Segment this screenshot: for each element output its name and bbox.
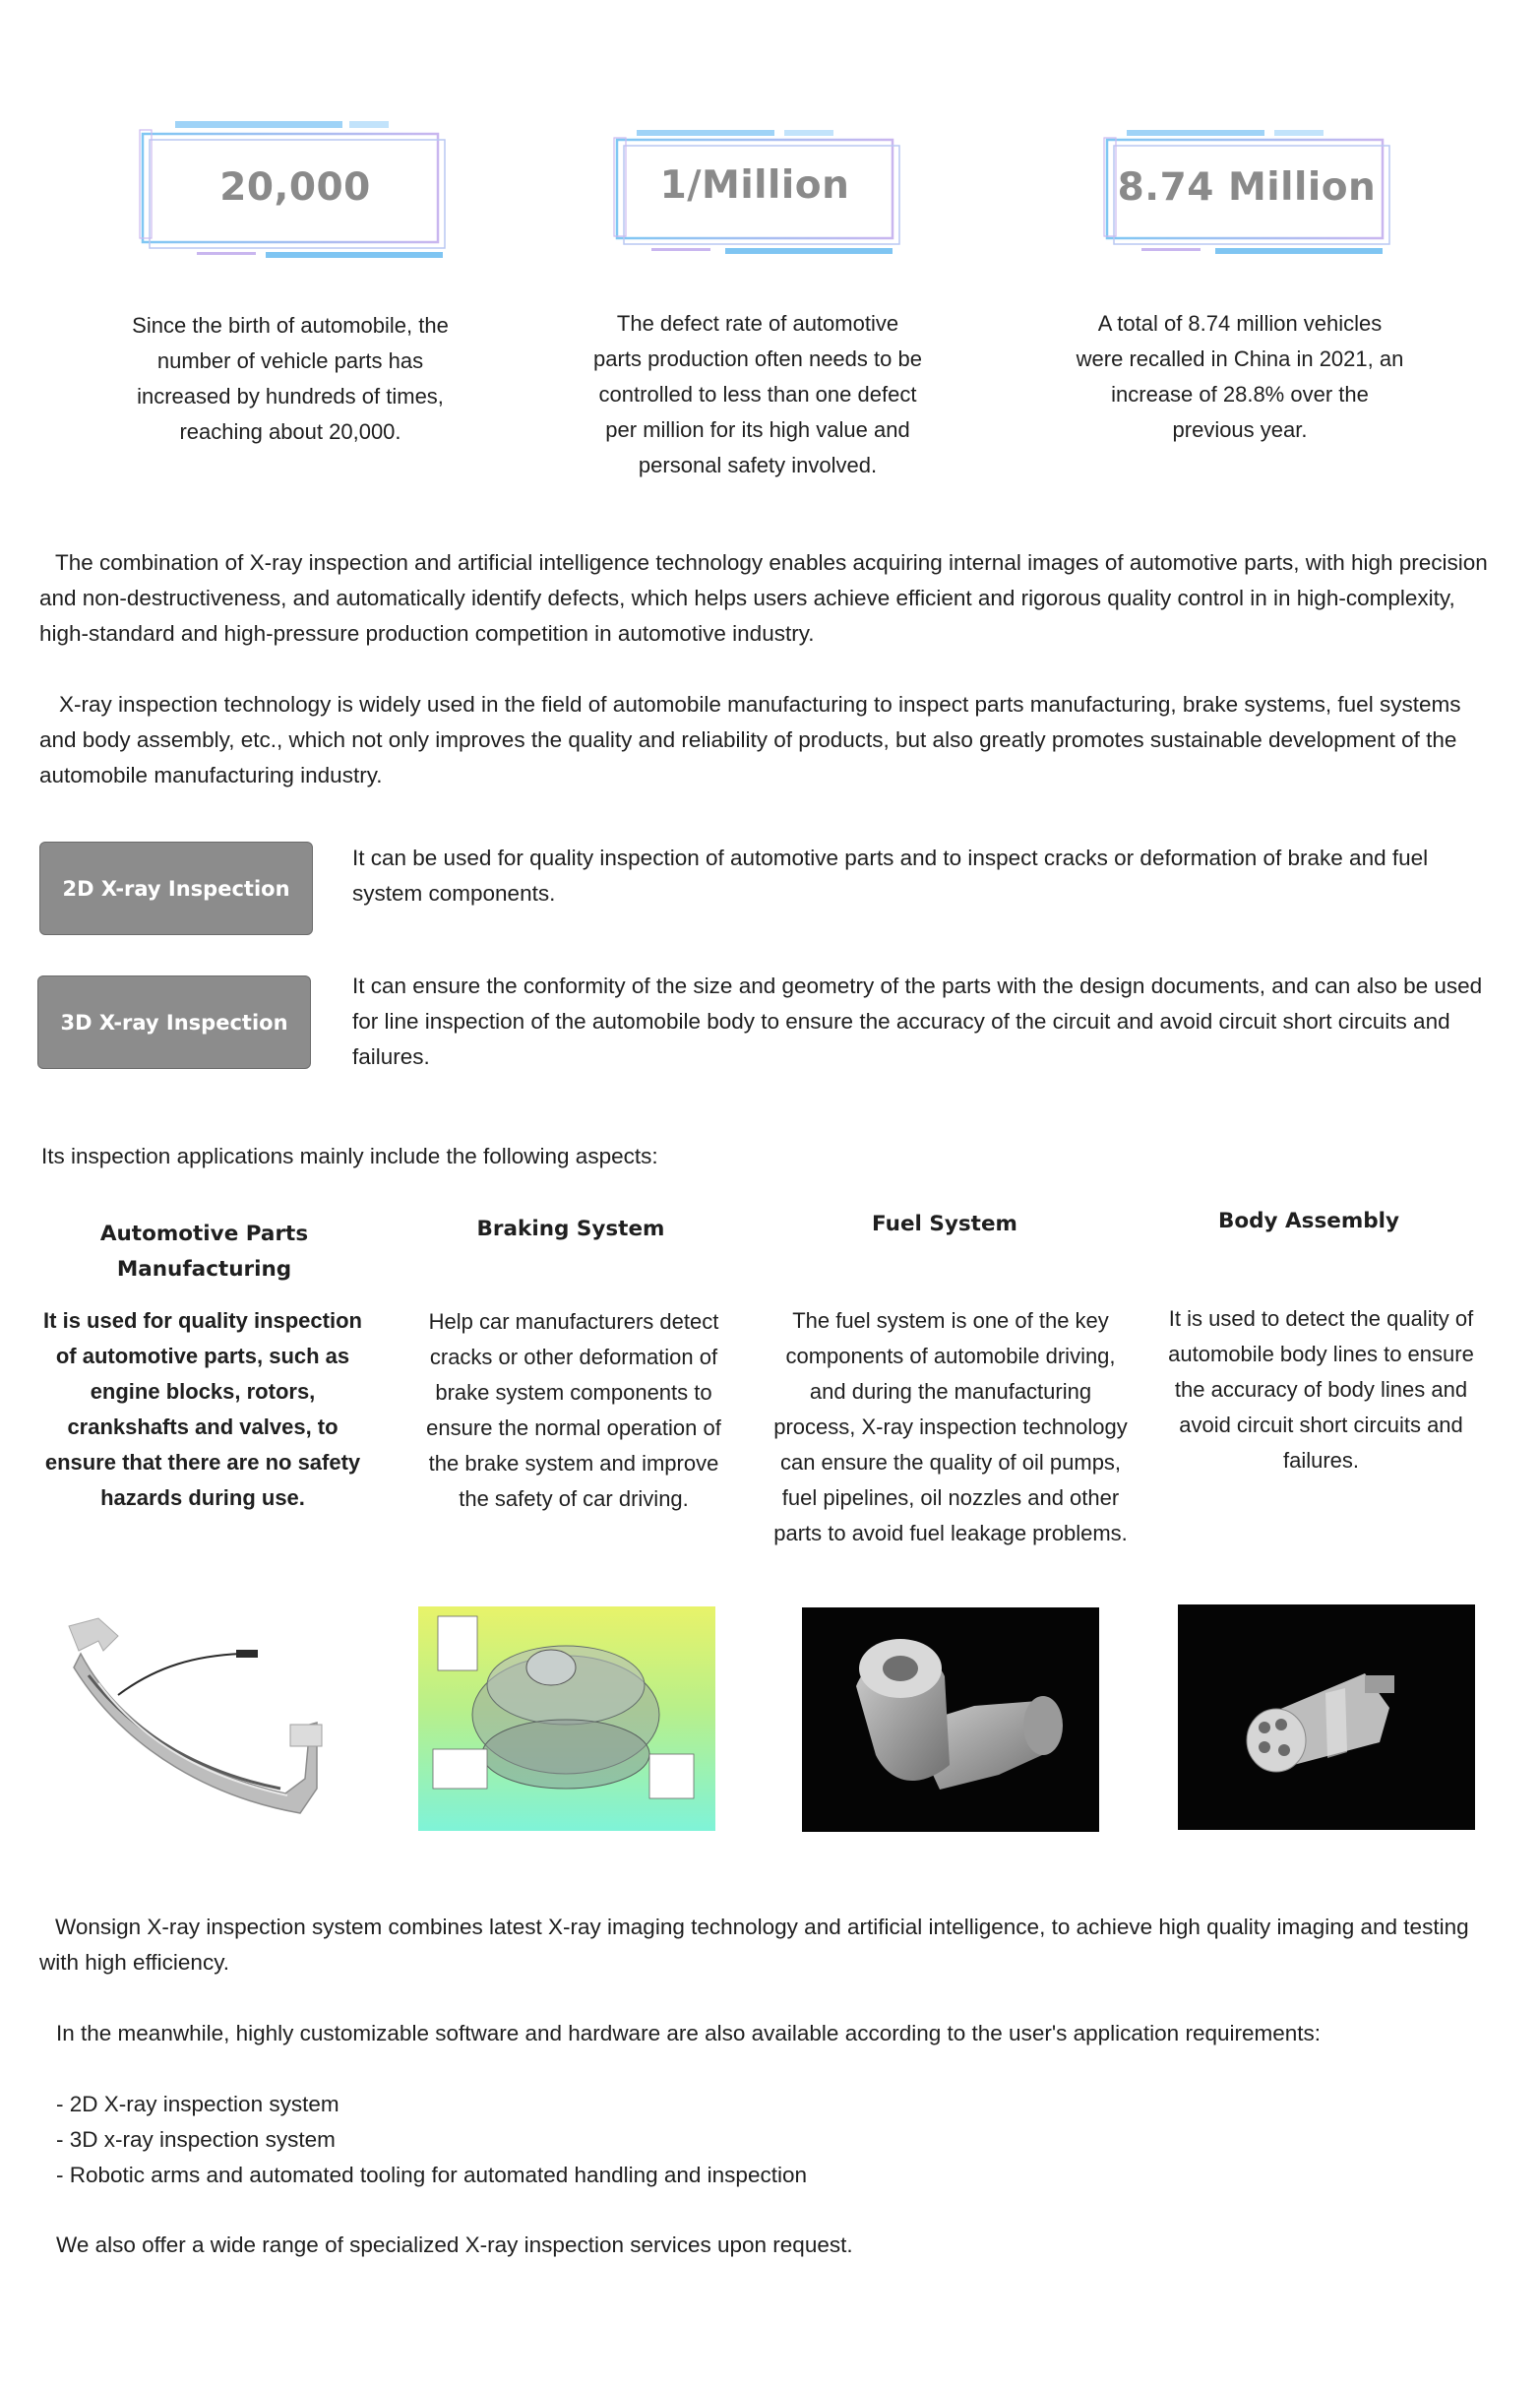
application-body-fuel: The fuel system is one of the key components of automobile driving, and during the manufacturing process, X-ray inspection technology can ensure the quality of oil pumps, fuel pipelines, oil nozzles and other parts to avoid fuel leakage problems. bbox=[773, 1308, 1128, 1545]
image-brake-component-xray bbox=[418, 1606, 715, 1831]
stat-value: 1/Million bbox=[659, 163, 850, 208]
intro-paragraph-2 bbox=[39, 687, 1496, 793]
method-description-2d: It can be used for quality inspection of automotive parts and to inspect cracks or deformation of brake and fuel system components. bbox=[352, 846, 1429, 906]
application-title-parts: Automotive Parts Manufacturing bbox=[99, 1222, 309, 1282]
outro-paragraph-1 bbox=[39, 1910, 1496, 1980]
application-body-braking: Help car manufacturers detect cracks or other deformation of brake system components to ensure the normal operation of the brake system and improve the safety of car driving. bbox=[426, 1309, 721, 1511]
outro-paragraph-2: In the meanwhile, highly customizable software and hardware are also available according to the user's application requirements: bbox=[56, 2021, 1322, 2045]
intro-paragraph-1-text: The combination of X-ray inspection and artificial intelligence technology enables acquiring internal images of automotive parts, with high precision and non-destructiveness, and automatically identify defects, which helps users achieve efficient and rigorous quality control in in high-complexity, high-standard and high-pressure production competition in automotive industry. bbox=[39, 550, 1488, 646]
stat-value: 20,000 bbox=[219, 165, 371, 210]
application-title-body: Body Assembly bbox=[1217, 1209, 1400, 1233]
application-body-parts: It is used for quality inspection of automotive parts, such as engine blocks, rotors, crankshafts and valves, to ensure that there are no safety hazards during use. bbox=[43, 1308, 362, 1510]
system-list-item: - Robotic arms and automated tooling for automated handling and inspection bbox=[56, 2163, 807, 2187]
outro-paragraph-3: We also offer a wide range of specialized X-ray inspection services upon request. bbox=[56, 2232, 853, 2257]
application-title-braking: Braking System bbox=[476, 1217, 665, 1241]
stat-card-parts-count bbox=[138, 116, 453, 264]
stat-value: 8.74 Million bbox=[1117, 165, 1377, 210]
application-body-body: It is used to detect the quality of automobile body lines to ensure the accuracy of body lines and avoid circuit short circuits and failures. bbox=[1168, 1306, 1474, 1473]
system-list-item: - 3D x-ray inspection system bbox=[56, 2127, 336, 2152]
stat-card-defect-rate bbox=[612, 126, 907, 264]
image-automotive-part-xray bbox=[59, 1606, 340, 1829]
applications-intro: Its inspection applications mainly include the following aspects: bbox=[41, 1144, 658, 1168]
stat-card-recalls bbox=[1102, 126, 1397, 264]
stat-description: The defect rate of automotive parts production often needs to be controlled to less than one defect per million for its high value and personal safety involved. bbox=[593, 311, 922, 477]
intro-paragraph-2-text: X-ray inspection technology is widely used in the field of automobile manufacturing to inspect parts manufacturing, brake systems, fuel systems and body assembly, etc., which not only improves the quality and reliability of products, but also greatly promotes sustainable development of the automobile manufacturing industry. bbox=[39, 692, 1461, 787]
method-description-3d: It can ensure the conformity of the size and geometry of the parts with the design documents, and can also be used for line inspection of the automobile body to ensure the accuracy of the circuit and avoid circuit short circuits and failures. bbox=[352, 974, 1483, 1069]
intro-paragraph-1 bbox=[39, 545, 1496, 652]
image-fuel-part-xray bbox=[802, 1607, 1099, 1832]
method-badge-2d: 2D X-ray Inspection bbox=[39, 842, 313, 935]
outro-paragraph-1-text: Wonsign X-ray inspection system combines latest X-ray imaging technology and artificial intelligence, to achieve high quality imaging and testing with high efficiency. bbox=[39, 1915, 1469, 1975]
image-connector-xray bbox=[1178, 1604, 1475, 1830]
application-title-fuel: Fuel System bbox=[872, 1212, 1017, 1236]
method-badge-3d: 3D X-ray Inspection bbox=[37, 975, 311, 1069]
stat-description: A total of 8.74 million vehicles were recalled in China in 2021, an increase of 28.8% over the previous year. bbox=[1076, 311, 1404, 442]
system-list-item: - 2D X-ray inspection system bbox=[56, 2092, 339, 2116]
stat-description: Since the birth of automobile, the number of vehicle parts has increased by hundreds of times, reaching about 20,000. bbox=[132, 313, 449, 444]
